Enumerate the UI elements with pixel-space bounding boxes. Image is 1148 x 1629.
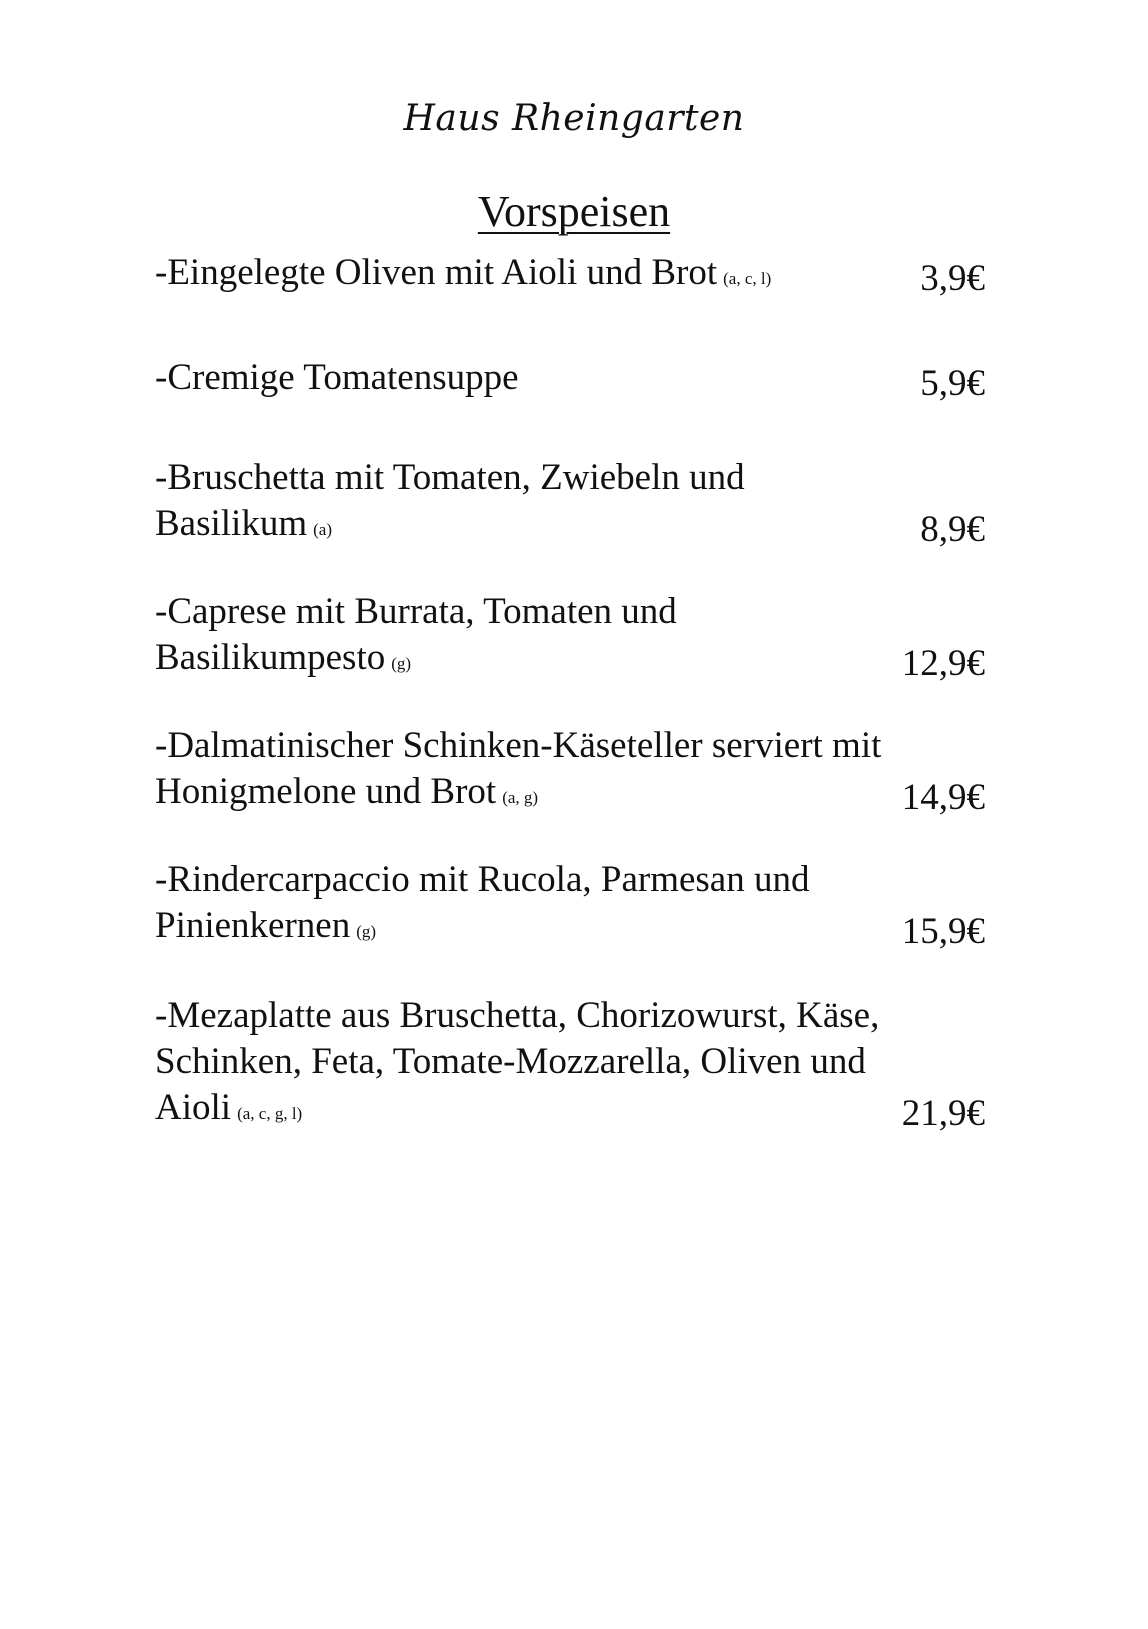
- menu-item-description: [155, 589, 735, 687]
- menu-item: [155, 455, 985, 553]
- menu-item-price: 15,9€: [901, 911, 985, 952]
- menu-item-price: 12,9€: [901, 643, 985, 684]
- menu-item: [155, 355, 985, 407]
- menu-item-price: 3,9€: [920, 258, 985, 299]
- menu-item-price: 8,9€: [920, 509, 985, 550]
- menu-item-name: -Cremige Tomatensuppe: [155, 357, 519, 398]
- section-title-text: Vorspeisen: [477, 187, 671, 236]
- menu-item-name: -Bruschetta mit Tomaten, Zwiebeln und Basilikum: [155, 457, 745, 544]
- menu-item-name: -Mezaplatte aus Bruschetta, Chorizowurst, Käse, Schinken, Feta, Tomate-Mozzarella, Oliven und Aioli: [155, 995, 880, 1128]
- menu-item-price: 14,9€: [901, 777, 985, 818]
- menu-item: [155, 589, 985, 687]
- menu-item-allergens: (a, c, g, l): [237, 1104, 303, 1123]
- menu-item-price: 21,9€: [901, 1093, 985, 1134]
- menu-item-allergens: (a, c, l): [723, 269, 772, 288]
- menu-item-description: [155, 355, 925, 407]
- menu-item-allergens: (g): [391, 654, 412, 673]
- menu-item: [155, 857, 985, 955]
- restaurant-name: Haus Rheingarten: [403, 98, 745, 139]
- menu-item: [155, 250, 985, 302]
- menu-item: [155, 723, 985, 821]
- menu-item-description: [155, 993, 915, 1137]
- menu-item-description: [155, 857, 855, 955]
- menu-item-description: [155, 455, 795, 553]
- menu-item-price: 5,9€: [920, 363, 985, 404]
- menu-item-name: -Caprese mit Burrata, Tomaten und Basilikumpesto: [155, 591, 677, 678]
- menu-item: [155, 993, 985, 1137]
- menu-item-description: [155, 723, 915, 821]
- menu-item-allergens: (a): [313, 520, 332, 539]
- menu-item-name: -Rindercarpaccio mit Rucola, Parmesan und Pinienkernen: [155, 859, 810, 946]
- menu-item-allergens: (a, g): [502, 788, 539, 807]
- section-title: [0, 186, 1148, 237]
- menu-item-allergens: (g): [356, 922, 377, 941]
- menu-item-description: [155, 250, 925, 302]
- menu-item-name: -Dalmatinischer Schinken-Käseteller serviert mit Honigmelone und Brot: [155, 725, 882, 812]
- menu-item-name: -Eingelegte Oliven mit Aioli und Brot: [155, 252, 718, 293]
